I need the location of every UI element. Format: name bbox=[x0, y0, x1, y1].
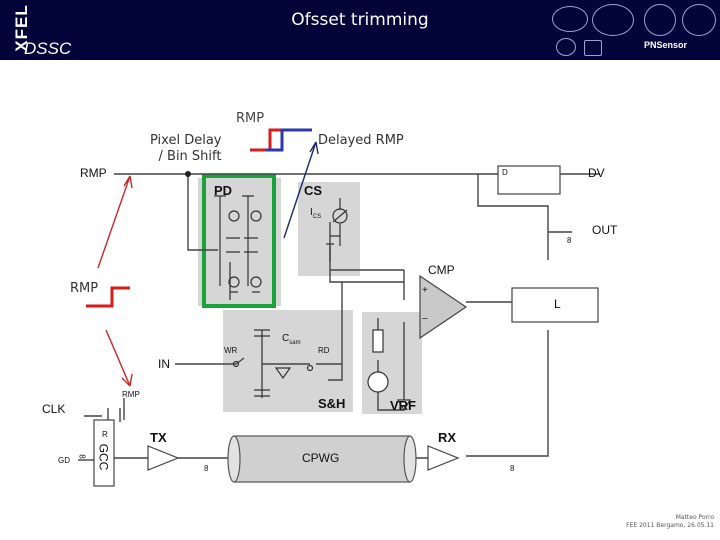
cmp-label: CMP bbox=[428, 263, 455, 277]
cs-label: CS bbox=[304, 183, 323, 198]
pd-label: PD bbox=[214, 183, 233, 198]
cmp-minus: − bbox=[422, 314, 428, 325]
ics-label: $I_{CS}$ bbox=[310, 207, 322, 220]
pixel-delay-label: Pixel Delay / Bin Shift bbox=[150, 133, 222, 164]
vrf-label: VRF bbox=[390, 398, 416, 413]
out-bus-width: 8 bbox=[567, 236, 572, 245]
tx-label: TX bbox=[150, 430, 167, 445]
dv-label: DV bbox=[588, 166, 605, 180]
cpwg-label: CPWG bbox=[302, 451, 340, 465]
rmp-left-label: RMP bbox=[70, 281, 99, 296]
rmp-small-label: RMP bbox=[122, 390, 140, 399]
clk-label: CLK bbox=[42, 402, 66, 416]
gcc-bus-width: 8 bbox=[77, 454, 87, 459]
footer-event: FEE 2011 Bergamo, 26.05.11 bbox=[626, 522, 714, 529]
cmp-plus: + bbox=[422, 285, 428, 296]
rx-bus-width: 8 bbox=[510, 464, 515, 473]
r-pin-label: R bbox=[102, 430, 108, 439]
pd-block bbox=[198, 178, 281, 306]
ff-d-label: D bbox=[502, 168, 508, 177]
wr-label: WR bbox=[224, 346, 238, 355]
gd-label: GD bbox=[58, 456, 70, 465]
rmp-input-label: RMP bbox=[80, 166, 107, 180]
slide-number: 38 bbox=[696, 503, 709, 513]
rx-label: RX bbox=[438, 430, 457, 445]
xfel-logo: XFEL bbox=[12, 4, 31, 52]
pnsensor-logo: PNSensor bbox=[644, 40, 688, 50]
latch-label: L bbox=[554, 297, 561, 311]
csam-label: $C_{sam}$ bbox=[282, 333, 301, 346]
in-label: IN bbox=[158, 357, 170, 371]
rx-buffer-icon bbox=[428, 446, 458, 470]
slide-title: Ofsset trimming bbox=[291, 10, 429, 30]
delayed-rmp-label: Delayed RMP bbox=[318, 133, 404, 148]
rd-label: RD bbox=[318, 346, 330, 355]
tx-bus-width: 8 bbox=[204, 464, 209, 473]
delayed-rmp-waveform bbox=[266, 130, 312, 150]
project-name: DSSC bbox=[24, 39, 72, 58]
footer bbox=[626, 514, 714, 530]
vrf-source-icon bbox=[368, 372, 388, 392]
footer-author: Matteo Porro bbox=[675, 514, 714, 521]
sh-label: S&H bbox=[318, 396, 346, 411]
rmp-top-label: RMP bbox=[236, 111, 265, 126]
out-label: OUT bbox=[592, 223, 618, 237]
tx-buffer-icon bbox=[148, 446, 178, 470]
rmp-waveform bbox=[250, 130, 300, 150]
gcc-label: GCC bbox=[96, 443, 111, 471]
